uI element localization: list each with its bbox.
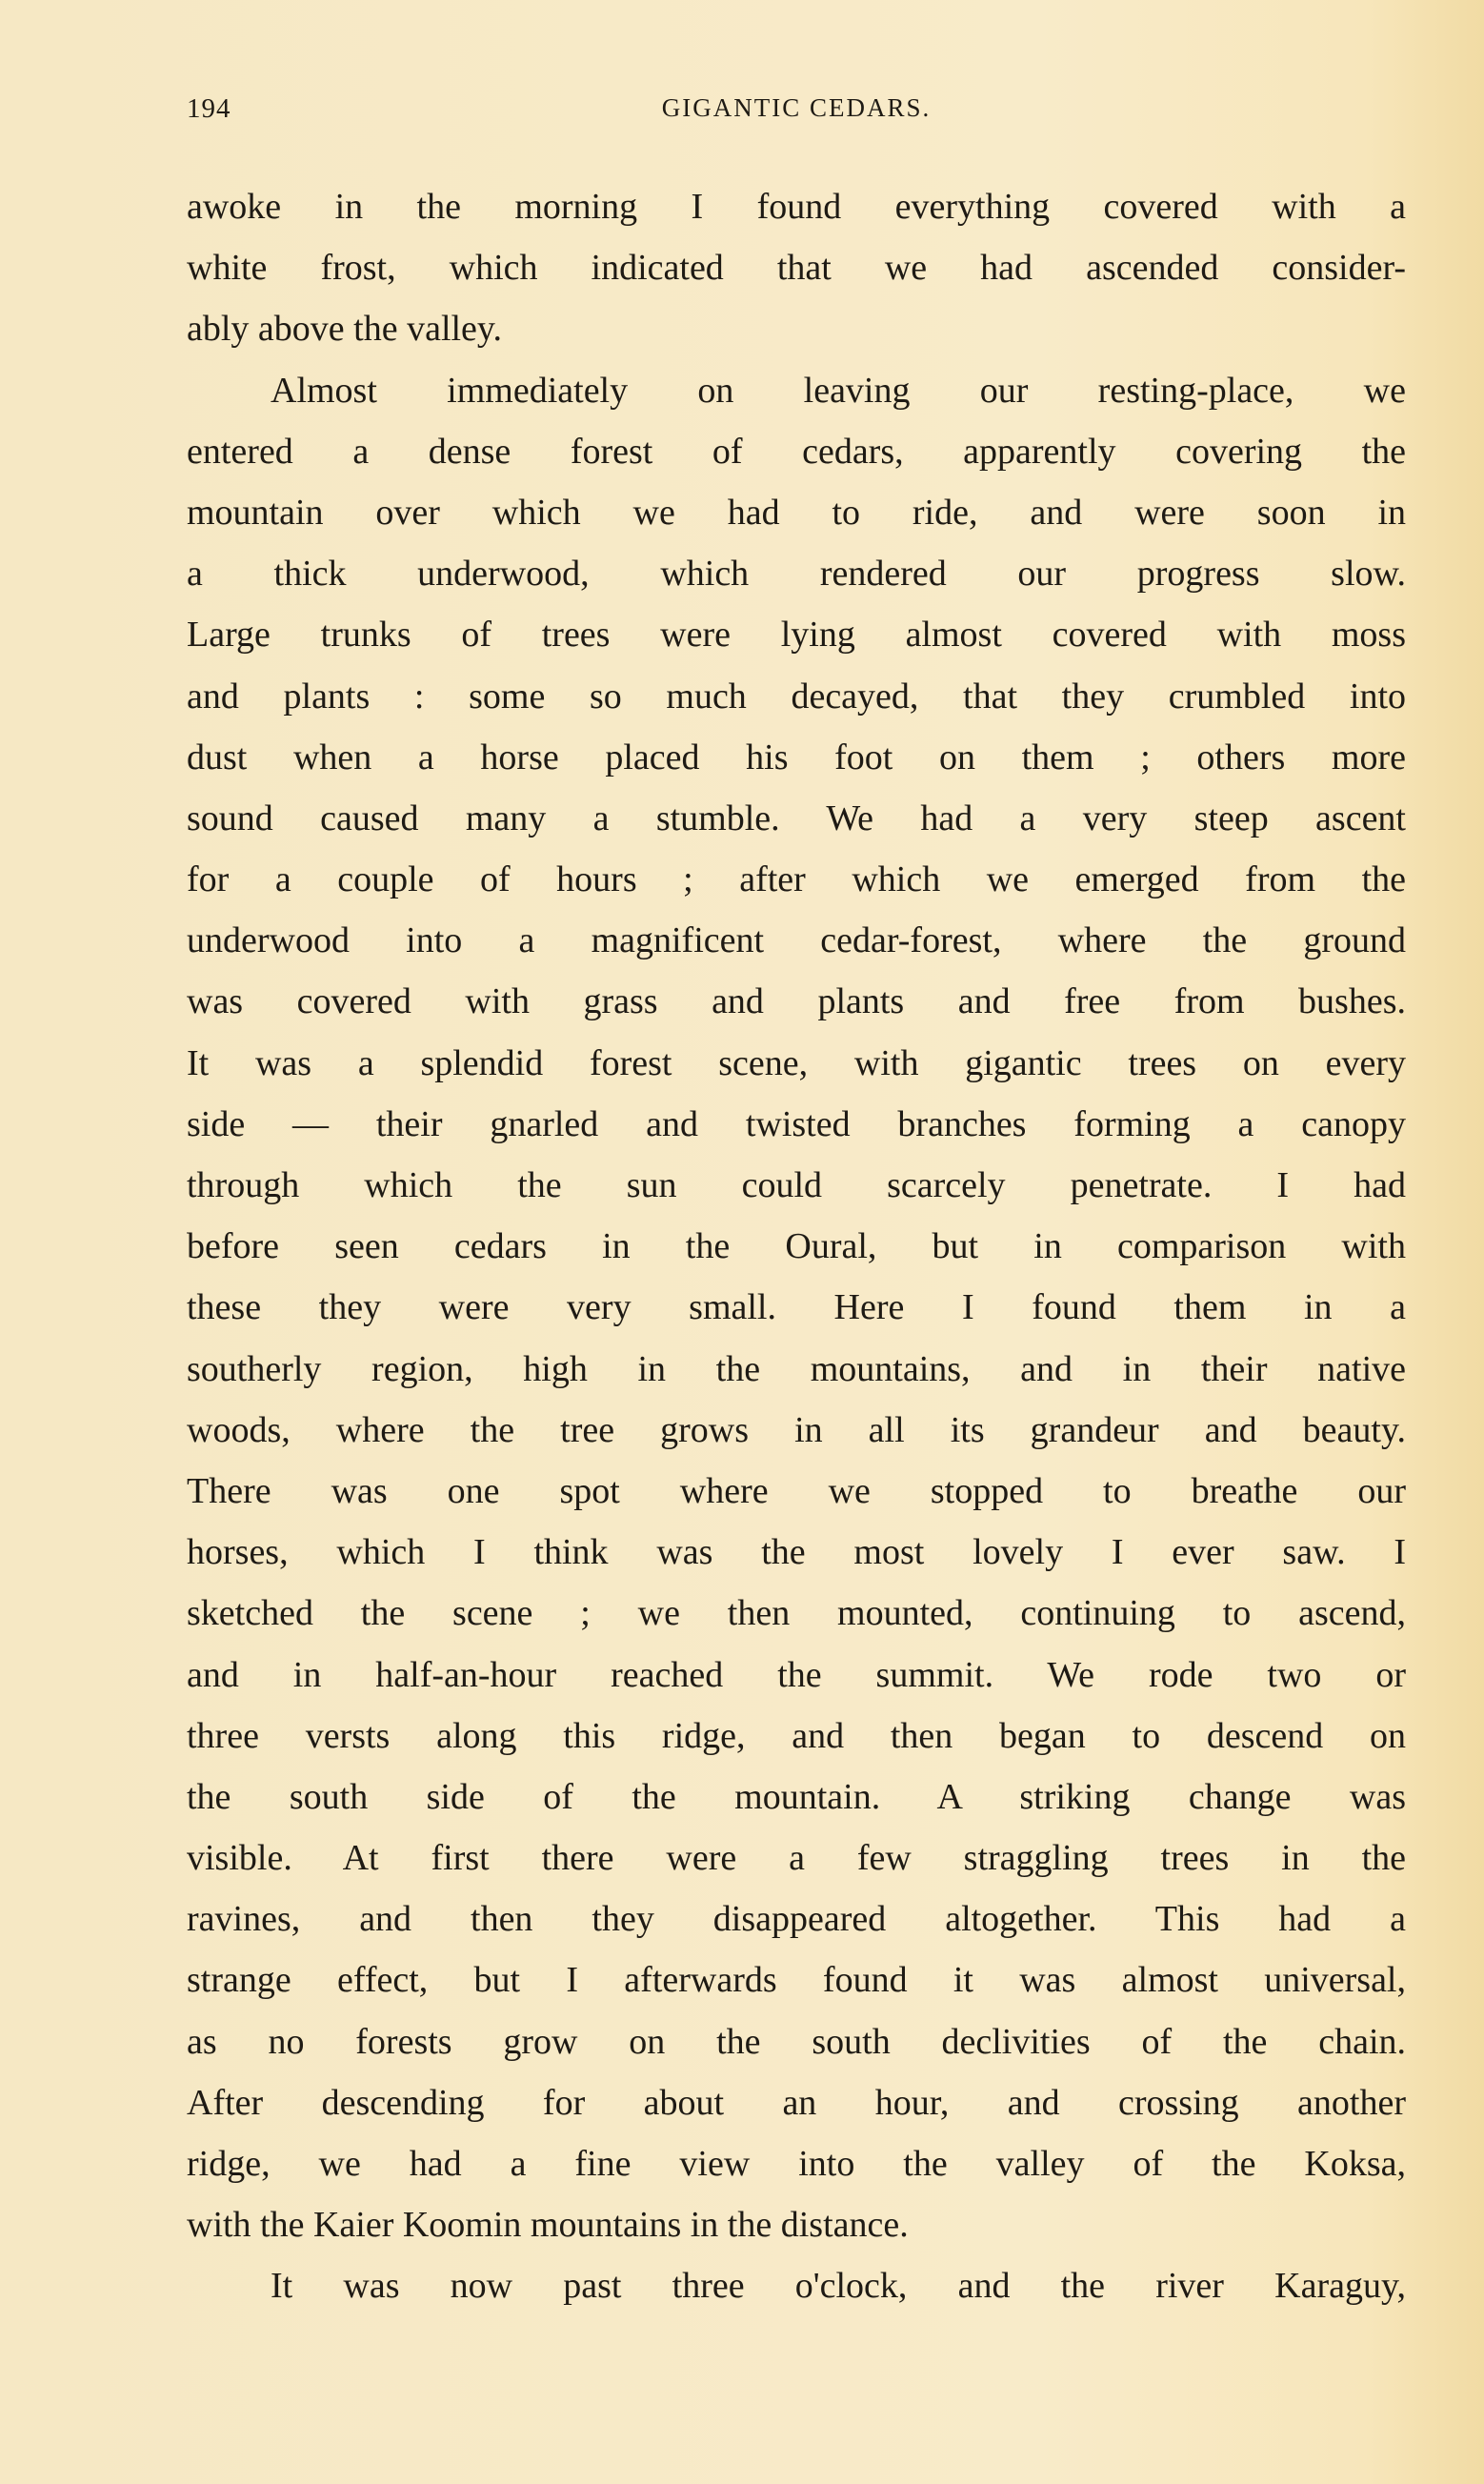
- text-line: and in half-an-hour reached the summit. We rode two or: [187, 1654, 1406, 1695]
- text-line: Almost immediately on leaving our resting-place, we: [271, 370, 1406, 411]
- text-line: sound caused many a stumble. We had a very steep ascent: [187, 798, 1406, 838]
- text-line: southerly region, high in the mountains, and in their native: [187, 1348, 1406, 1389]
- text-line: horses, which I think was the most lovely I ever saw. I: [187, 1532, 1406, 1573]
- text-line: After descending for about an hour, and crossing another: [187, 2082, 1406, 2123]
- text-line: strange effect, but I afterwards found it was almost universal,: [187, 1960, 1406, 2001]
- text-line: Large trunks of trees were lying almost covered with moss: [187, 615, 1406, 656]
- text-line: woods, where the tree grows in all its grandeur and beauty.: [187, 1409, 1406, 1450]
- text-line: sketched the scene ; we then mounted, continuing to ascend,: [187, 1593, 1406, 1634]
- text-line: for a couple of hours ; after which we emerged from the: [187, 859, 1406, 900]
- text-line: before seen cedars in the Oural, but in comparison with: [187, 1226, 1406, 1267]
- text-line: dust when a horse placed his foot on them ; others more: [187, 737, 1406, 778]
- text-line: ably above the valley.: [187, 309, 502, 350]
- text-line: awoke in the morning I found everything covered with a: [187, 187, 1406, 227]
- body-text: [187, 176, 1406, 2317]
- text-line: and plants : some so much decayed, that they crumbled into: [187, 676, 1406, 717]
- text-line: a thick underwood, which rendered our progress slow.: [187, 554, 1406, 595]
- text-line: ravines, and then they disappeared altogether. This had a: [187, 1899, 1406, 1940]
- text-line: It was now past three o'clock, and the river Karaguy,: [271, 2266, 1406, 2307]
- text-line: was covered with grass and plants and free from bushes.: [187, 981, 1406, 1022]
- text-line: It was a splendid forest scene, with gigantic trees on every: [187, 1042, 1406, 1083]
- text-line: There was one spot where we stopped to breathe our: [187, 1470, 1406, 1511]
- text-line: these they were very small. Here I found them in a: [187, 1287, 1406, 1328]
- text-line: mountain over which we had to ride, and were soon in: [187, 492, 1406, 533]
- page-number: 194: [187, 93, 231, 124]
- text-line: white frost, which indicated that we had ascended consider-: [187, 248, 1406, 289]
- page-header: [187, 93, 1406, 131]
- text-line: three versts along this ridge, and then began to descend on: [187, 1715, 1406, 1756]
- text-line: the south side of the mountain. A striking change was: [187, 1776, 1406, 1817]
- text-line: with the Kaier Koomin mountains in the distance.: [187, 2205, 909, 2246]
- text-line: as no forests grow on the south declivities of the chain.: [187, 2021, 1406, 2062]
- text-line: visible. At first there were a few straggling trees in the: [187, 1838, 1406, 1879]
- text-line: through which the sun could scarcely penetrate. I had: [187, 1165, 1406, 1205]
- text-line: side — their gnarled and twisted branches forming a canopy: [187, 1103, 1406, 1144]
- text-line: ridge, we had a fine view into the valley of the Koksa,: [187, 2144, 1406, 2184]
- text-line: entered a dense forest of cedars, apparently covering the: [187, 431, 1406, 472]
- text-line: underwood into a magnificent cedar-forest, where the ground: [187, 920, 1406, 961]
- running-title: GIGANTIC CEDARS.: [661, 93, 932, 122]
